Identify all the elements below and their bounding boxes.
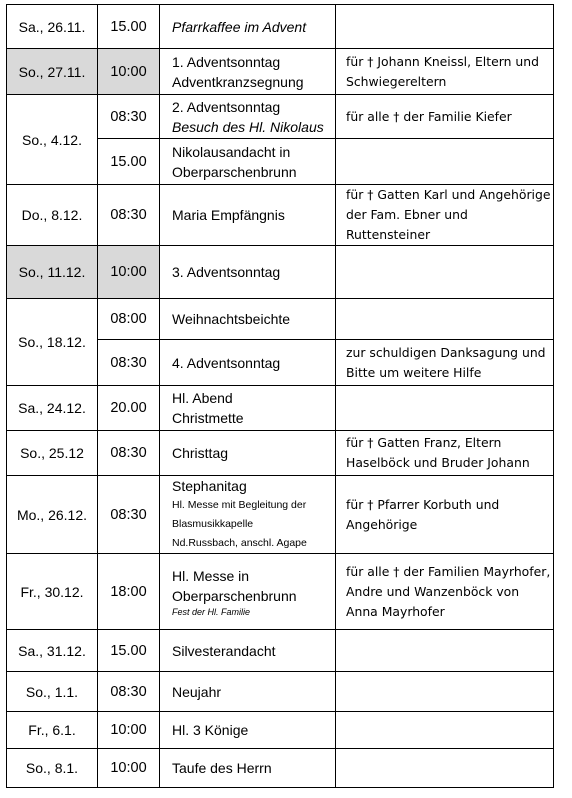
- table-row: [7, 5, 554, 49]
- event-cell: [160, 95, 336, 139]
- event-line: Hl. Messe in: [172, 567, 250, 584]
- event-cell: [160, 139, 336, 185]
- event-cell: 4. Adventsonntag: [160, 340, 336, 386]
- event-line: 1. Adventsonntag: [172, 53, 281, 70]
- date-cell: So., 8.1.: [7, 749, 98, 788]
- table-row: [7, 554, 554, 630]
- event-cell: Weihnachtsbeichte: [160, 299, 336, 340]
- date-cell: So., 4.12.: [7, 95, 98, 185]
- event-line: Stephanitag: [172, 478, 247, 494]
- note-cell: [336, 5, 554, 49]
- time-cell: 10:00: [98, 246, 160, 299]
- table-row: [7, 49, 554, 95]
- note-cell: für † Gatten Franz, Eltern Haselböck und Bruder Johann: [336, 431, 554, 476]
- date-cell: So., 11.12.: [7, 246, 98, 299]
- date-cell: Sa., 24.12.: [7, 386, 98, 431]
- table-row: [7, 299, 554, 340]
- date-cell: Do., 8.12.: [7, 185, 98, 246]
- table-row: [7, 185, 554, 246]
- note-cell: [336, 246, 554, 299]
- event-cell: 3. Adventsonntag: [160, 246, 336, 299]
- table-row: [7, 246, 554, 299]
- event-line: Hl. Abend: [172, 390, 233, 406]
- event-line: 2. Adventsonntag: [172, 98, 281, 115]
- event-cell: [160, 554, 336, 630]
- event-line: Oberparschenbrunn: [172, 163, 297, 180]
- note-cell: [336, 672, 554, 712]
- date-cell: So., 18.12.: [7, 299, 98, 386]
- event-line: Christmette: [172, 410, 244, 426]
- note-cell: [336, 139, 554, 185]
- table-row: [7, 672, 554, 712]
- table-row: [7, 386, 554, 431]
- event-cell: [160, 476, 336, 554]
- event-line: Nd.Russbach, anschl. Agape: [172, 537, 307, 549]
- event-line: Besuch des Hl. Nikolaus: [172, 118, 324, 135]
- note-cell: [336, 630, 554, 672]
- time-cell: 15.00: [98, 139, 160, 185]
- table-row: [7, 431, 554, 476]
- time-cell: 15.00: [98, 5, 160, 49]
- event-cell: [160, 49, 336, 95]
- event-cell: Neujahr: [160, 672, 336, 712]
- date-cell: Fr., 30.12.: [7, 554, 98, 630]
- table-row: [7, 95, 554, 139]
- table-row: [7, 712, 554, 749]
- schedule-table: [6, 4, 554, 788]
- event-line: Fest der Hl. Familie: [172, 606, 251, 617]
- date-cell: So., 25.12: [7, 431, 98, 476]
- note-cell: [336, 749, 554, 788]
- time-cell: 10:00: [98, 712, 160, 749]
- note-cell: für † Gatten Karl und Angehörige der Fam. Ebner und Ruttensteiner: [336, 185, 554, 246]
- time-cell: 15.00: [98, 630, 160, 672]
- date-cell: So., 1.1.: [7, 672, 98, 712]
- event-cell: Pfarrkaffee im Advent: [160, 5, 336, 49]
- note-cell: [336, 299, 554, 340]
- event-line: Adventkranzsegnung: [172, 73, 304, 90]
- table-row: [7, 749, 554, 788]
- date-cell: Mo., 26.12.: [7, 476, 98, 554]
- note-cell: für † Johann Kneissl, Eltern und Schwiegereltern: [336, 49, 554, 95]
- event-line: Blasmusikkapelle: [172, 518, 254, 530]
- time-cell: 08:30: [98, 476, 160, 554]
- time-cell: 08:30: [98, 340, 160, 386]
- time-cell: 08:30: [98, 185, 160, 246]
- note-cell: [336, 712, 554, 749]
- event-cell: Maria Empfängnis: [160, 185, 336, 246]
- table-row: [7, 476, 554, 554]
- date-cell: Sa., 31.12.: [7, 630, 98, 672]
- event-line: Oberparschenbrunn: [172, 587, 297, 604]
- event-cell: Taufe des Herrn: [160, 749, 336, 788]
- event-cell: [160, 386, 336, 431]
- time-cell: 10:00: [98, 49, 160, 95]
- note-cell: zur schuldigen Danksagung und Bitte um weitere Hilfe: [336, 340, 554, 386]
- event-cell: Hl. 3 Könige: [160, 712, 336, 749]
- time-cell: 10:00: [98, 749, 160, 788]
- table-row: [7, 630, 554, 672]
- time-cell: 08:30: [98, 672, 160, 712]
- event-line: Nikolausandacht in: [172, 143, 291, 160]
- time-cell: 20.00: [98, 386, 160, 431]
- note-cell: für alle † der Familie Kiefer: [336, 95, 554, 139]
- date-cell: So., 27.11.: [7, 49, 98, 95]
- event-line: Hl. Messe mit Begleitung der: [172, 499, 307, 511]
- date-cell: Fr., 6.1.: [7, 712, 98, 749]
- time-cell: 18:00: [98, 554, 160, 630]
- note-cell: [336, 386, 554, 431]
- event-cell: Silvesterandacht: [160, 630, 336, 672]
- time-cell: 08:30: [98, 431, 160, 476]
- time-cell: 08:30: [98, 95, 160, 139]
- date-cell: Sa., 26.11.: [7, 5, 98, 49]
- note-cell: für alle † der Familien Mayrhofer, Andre und Wanzenböck von Anna Mayrhofer: [336, 554, 554, 630]
- event-cell: Christtag: [160, 431, 336, 476]
- note-cell: für † Pfarrer Korbuth und Angehörige: [336, 476, 554, 554]
- time-cell: 08:00: [98, 299, 160, 340]
